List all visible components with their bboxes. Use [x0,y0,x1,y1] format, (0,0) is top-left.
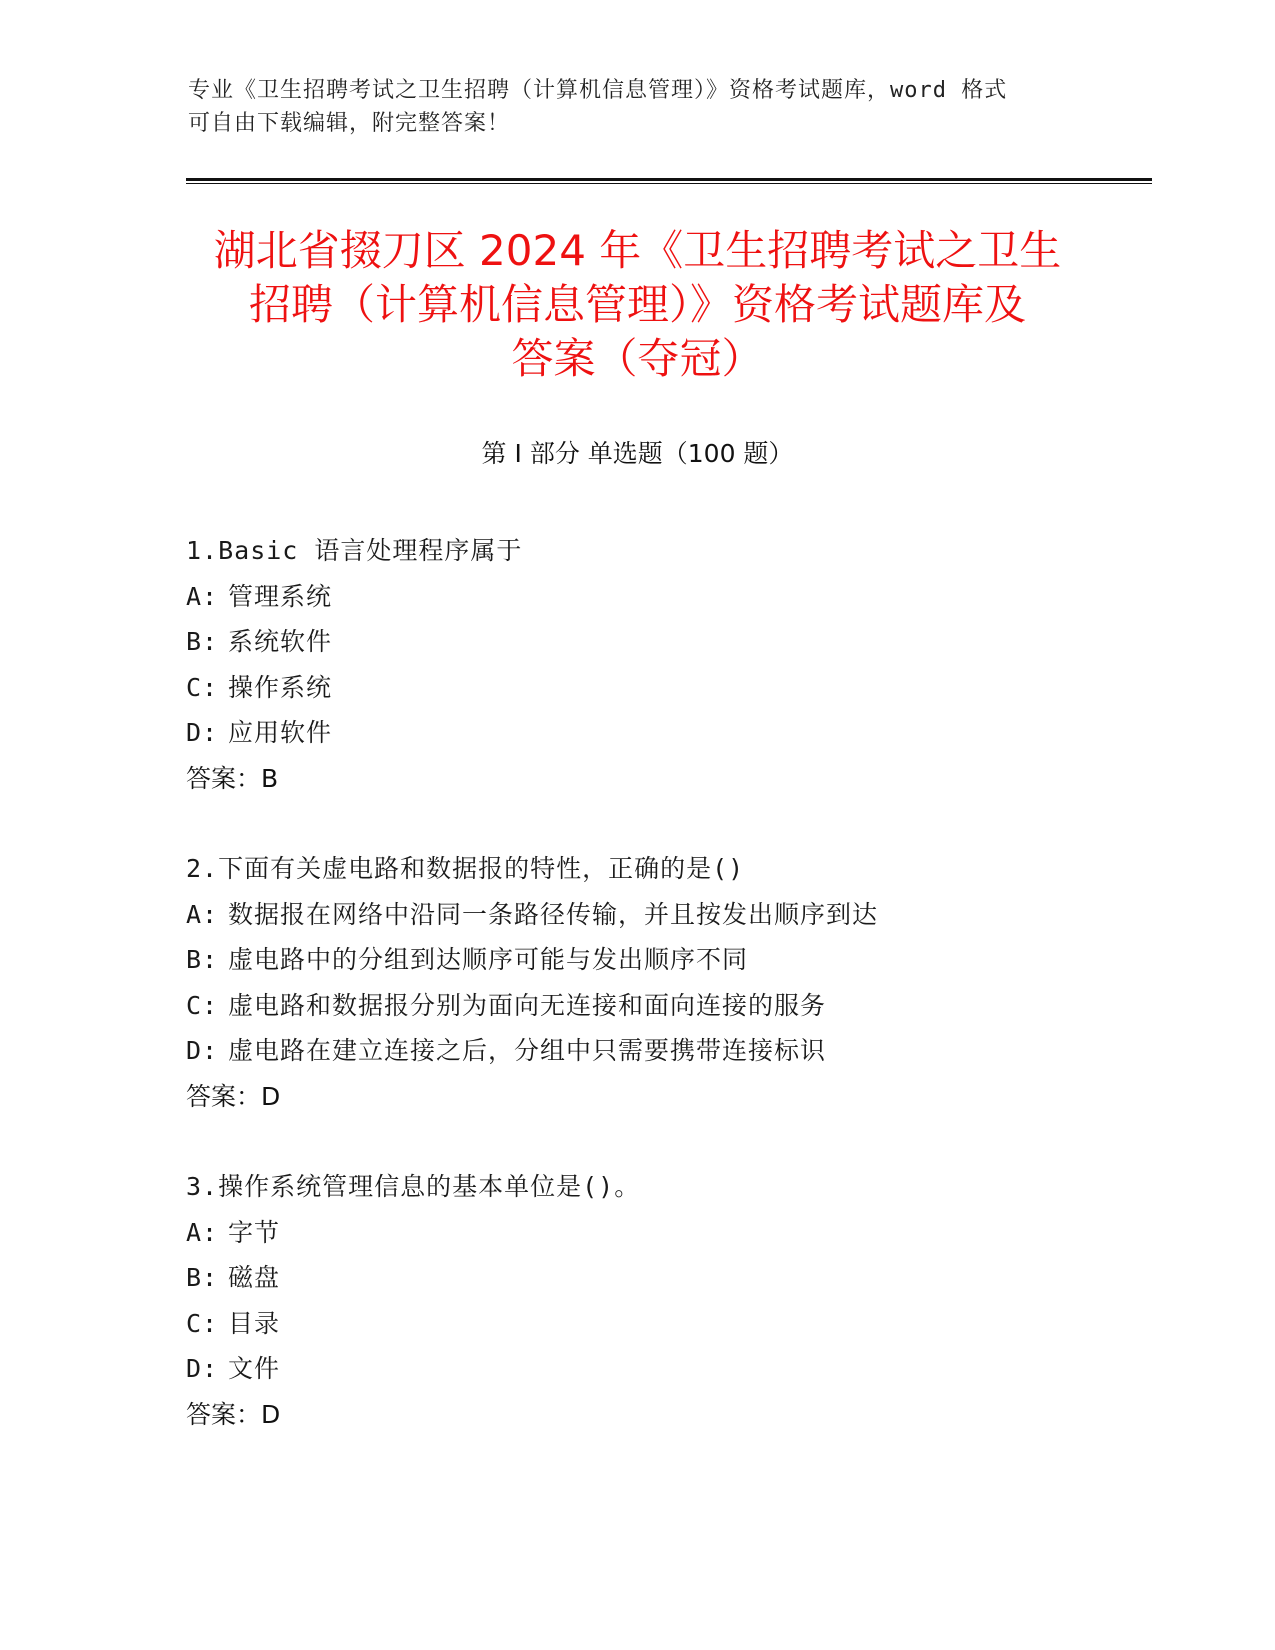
option-letter: D: [186,1354,219,1383]
option-letter: A: [186,1217,219,1247]
answer-line: 答案：D [186,1399,281,1429]
option-a [186,892,1146,938]
header-rule-thin [186,183,1152,184]
option-a [186,574,1146,620]
answer-line: 答案：D [186,1081,281,1111]
header-note-line-2: 可自由下载编辑，附完整答案！ [188,111,511,136]
option-letter: D: [186,1036,219,1065]
option-letter: B: [186,627,219,656]
option-d [186,710,1146,756]
title-line-1: 湖北省掇刀区 2024 年《卫生招聘考试之卫生 [213,226,1062,275]
option-letter: C: [186,672,219,702]
option-b [186,937,1146,983]
option-text: 目录 [228,1308,281,1338]
document-title [150,224,1125,386]
option-letter: B: [186,1263,219,1292]
option-text: 数据报在网络中沿同一条路径传输，并且按发出顺序到达 [228,899,879,929]
option-text: 虚电路和数据报分别为面向无连接和面向连接的服务 [228,990,827,1020]
option-a [186,1210,1146,1256]
option-text: 操作系统 [228,672,333,702]
title-line-2: 招聘（计算机信息管理）》资格考试题库及 [248,280,1026,329]
section-heading: 第 I 部分 单选题（100 题） [481,439,794,468]
option-c [186,665,1146,711]
header-rule-thick [186,178,1152,181]
option-text: 虚电路在建立连接之后，分组中只需要携带连接标识 [228,1036,827,1065]
option-letter: C: [186,1308,219,1338]
option-letter: D: [186,718,219,747]
question-1 [186,528,1146,801]
option-text: 系统软件 [228,627,333,656]
option-text: 字节 [228,1217,281,1247]
question-2 [186,846,1146,1119]
question-3 [186,1164,1146,1437]
option-text: 管理系统 [228,581,333,611]
option-letter: A: [186,581,219,611]
option-c [186,983,1146,1029]
title-line-3: 答案（夺冠） [511,334,764,383]
option-text: 文件 [228,1354,281,1383]
option-letter: B: [186,945,219,974]
header-note-line-1: 专业《卫生招聘考试之卫生招聘（计算机信息管理）》资格考试题库，word 格式 [188,78,1008,103]
question-stem: 2.下面有关虚电路和数据报的特性，正确的是() [186,854,745,883]
option-text: 虚电路中的分组到达顺序可能与发出顺序不同 [228,945,749,974]
option-letter: A: [186,899,219,929]
option-d [186,1028,1146,1074]
option-b [186,1255,1146,1301]
header-note [188,74,1068,140]
answer-line: 答案：B [186,763,279,793]
option-c [186,1301,1146,1347]
option-letter: C: [186,990,219,1020]
question-list [186,528,1146,1482]
question-stem: 1.Basic 语言处理程序属于 [186,536,523,565]
option-text: 磁盘 [228,1263,281,1292]
option-b [186,619,1146,665]
option-text: 应用软件 [228,718,333,747]
question-stem: 3.操作系统管理信息的基本单位是()。 [186,1172,641,1201]
option-d [186,1346,1146,1392]
